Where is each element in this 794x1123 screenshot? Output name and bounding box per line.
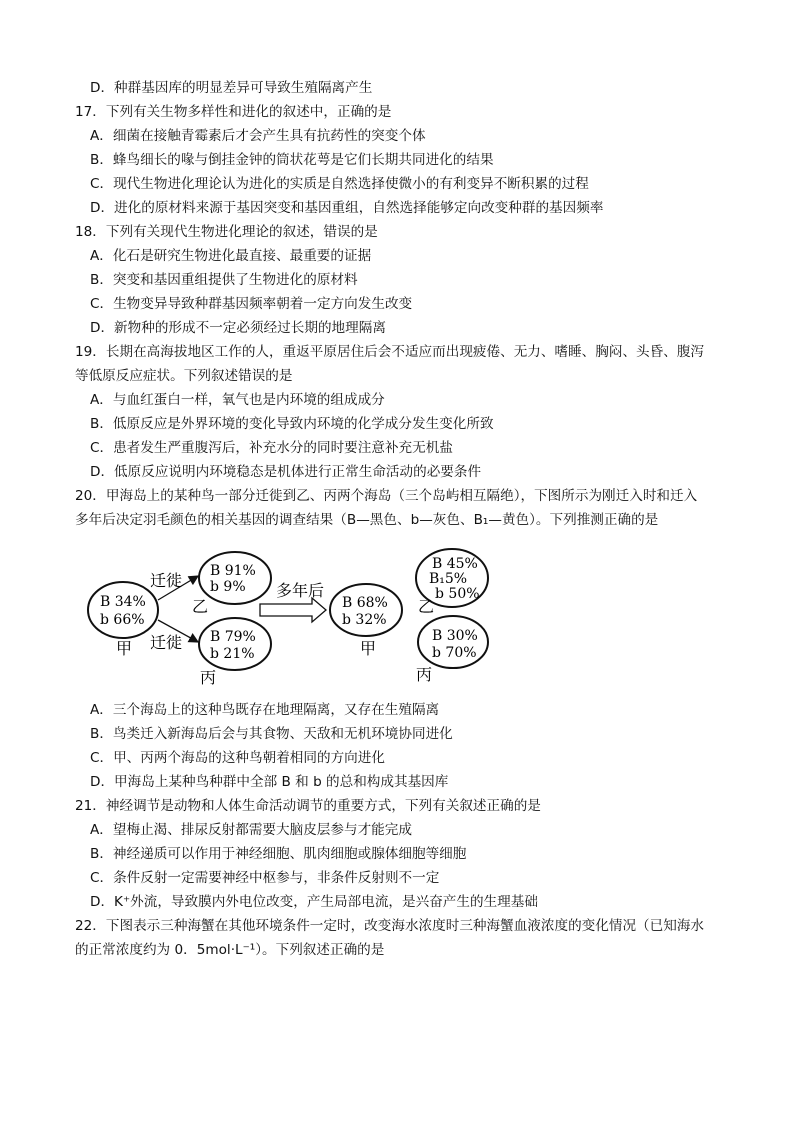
q19-option-c: C．患者发生严重腹泻后，补充水分的同时要注意补充无机盐 bbox=[90, 440, 453, 456]
question-19-stem-cont: 等低原反应症状。下列叙述错误的是 bbox=[75, 368, 293, 384]
yi-later-label: 乙 bbox=[418, 597, 435, 616]
bing-initial-b-upper: B 79% bbox=[210, 629, 256, 645]
q21-option-a: A．望梅止渴、排尿反射都需要大脑皮层参与才能完成 bbox=[90, 822, 412, 838]
q19-option-a: A．与血红蛋白一样，氧气也是内环境的组成成分 bbox=[90, 392, 385, 408]
bing-later-label: 丙 bbox=[416, 665, 433, 684]
q19-option-b: B．低原反应是外界环境的变化导致内环境的化学成分发生变化所致 bbox=[90, 416, 494, 432]
jia-initial-b-lower: b 66% bbox=[100, 612, 145, 628]
jia-later-b-upper: B 68% bbox=[342, 595, 388, 611]
question-22-stem-cont: 的正常浓度约为 0．5mol·L⁻¹）。下列叙述正确的是 bbox=[75, 942, 385, 958]
question-22-stem: 22．下图表示三种海蟹在其他环境条件一定时，改变海水浓度时三种海蟹血液浓度的变化情况（已知海水 bbox=[75, 918, 705, 934]
q18-option-d: D．新物种的形成不一定必须经过长期的地理隔离 bbox=[90, 320, 386, 336]
q21-option-b: B．神经递质可以作用于神经细胞、肌肉细胞或腺体细胞等细胞 bbox=[90, 846, 467, 862]
bing-initial-b-lower: b 21% bbox=[210, 646, 255, 662]
question-20-stem-cont: 多年后决定羽毛颜色的相关基因的调查结果（B—黑色、b—灰色、B₁—黄色）。下列推测正确的是 bbox=[75, 512, 659, 528]
bing-later-b-lower: b 70% bbox=[432, 645, 477, 661]
migrate-label-bottom: 迁徙 bbox=[150, 633, 183, 652]
jia-initial-b-upper: B 34% bbox=[100, 594, 146, 610]
yi-later-b-upper: B 45% bbox=[432, 556, 478, 572]
q20-option-a: A．三个海岛上的这种鸟既存在地理隔离，又存在生殖隔离 bbox=[90, 702, 440, 718]
q17-option-c: C．现代生物进化理论认为进化的实质是自然选择使微小的有利变异不断积累的过程 bbox=[90, 176, 589, 192]
question-18-stem: 18．下列有关现代生物进化理论的叙述，错误的是 bbox=[75, 224, 378, 240]
q18-option-c: C．生物变异导致种群基因频率朝着一定方向发生改变 bbox=[90, 296, 413, 312]
jia-later-b-lower: b 32% bbox=[342, 612, 387, 628]
q18-option-a: A．化石是研究生物进化最直接、最重要的证据 bbox=[90, 248, 372, 264]
q21-option-c: C．条件反射一定需要神经中枢参与，非条件反射则不一定 bbox=[90, 870, 440, 886]
q21-option-d: D．K⁺外流，导致膜内外电位改变，产生局部电流，是兴奋产生的生理基础 bbox=[90, 894, 538, 910]
question-17-stem: 17．下列有关生物多样性和进化的叙述中，正确的是 bbox=[75, 104, 392, 120]
bing-later-b-upper: B 30% bbox=[432, 628, 478, 644]
years-later-label: 多年后 bbox=[276, 581, 325, 600]
yi-later-b1: B₁5% bbox=[429, 571, 468, 587]
question-20-stem: 20．甲海岛上的某种鸟一部分迁徙到乙、丙两个海岛（三个岛屿相互隔绝），下图所示为刚迁入时和迁入 bbox=[75, 488, 698, 504]
question-19-stem: 19．长期在高海拔地区工作的人，重返平原居住后会不适应而出现疲倦、无力、嗜睡、胸闷、头昏、腹泻 bbox=[75, 344, 705, 360]
jia-later-label: 甲 bbox=[360, 639, 377, 658]
q17-option-d: D．进化的原材料来源于基因突变和基因重组，自然选择能够定向改变种群的基因频率 bbox=[90, 200, 604, 216]
jia-initial-label: 甲 bbox=[116, 639, 133, 658]
q17-option-a: A．细菌在接触青霉素后才会产生具有抗药性的突变个体 bbox=[90, 128, 426, 144]
q16-option-d: D．种群基因库的明显差异可导致生殖隔离产生 bbox=[90, 80, 373, 96]
q17-option-b: B．蜂鸟细长的喙与倒挂金钟的筒状花萼是它们长期共同进化的结果 bbox=[90, 152, 494, 168]
question-21-stem: 21．神经调节是动物和人体生命活动调节的重要方式，下列有关叙述正确的是 bbox=[75, 798, 541, 814]
q19-option-d: D．低原反应说明内环境稳态是机体进行正常生命活动的必要条件 bbox=[90, 464, 482, 480]
q20-option-b: B．鸟类迁入新海岛后会与其食物、天敌和无机环境协同进化 bbox=[90, 726, 453, 742]
bing-initial-label: 丙 bbox=[200, 668, 217, 687]
gene-frequency-diagram bbox=[80, 548, 500, 688]
q20-option-c: C．甲、丙两个海岛的这种鸟朝着相同的方向进化 bbox=[90, 750, 385, 766]
q20-option-d: D．甲海岛上某种鸟种群中全部 B 和 b 的总和构成其基因库 bbox=[90, 774, 449, 790]
q18-option-b: B．突变和基因重组提供了生物进化的原材料 bbox=[90, 272, 358, 288]
island-jia-initial-ellipse bbox=[88, 582, 158, 638]
migrate-label-top: 迁徙 bbox=[150, 571, 183, 590]
yi-initial-b-upper: B 91% bbox=[210, 563, 256, 579]
yi-initial-label: 乙 bbox=[192, 597, 209, 616]
yi-later-b-lower: b 50% bbox=[435, 586, 480, 602]
yi-initial-b-lower: b 9% bbox=[210, 579, 246, 595]
